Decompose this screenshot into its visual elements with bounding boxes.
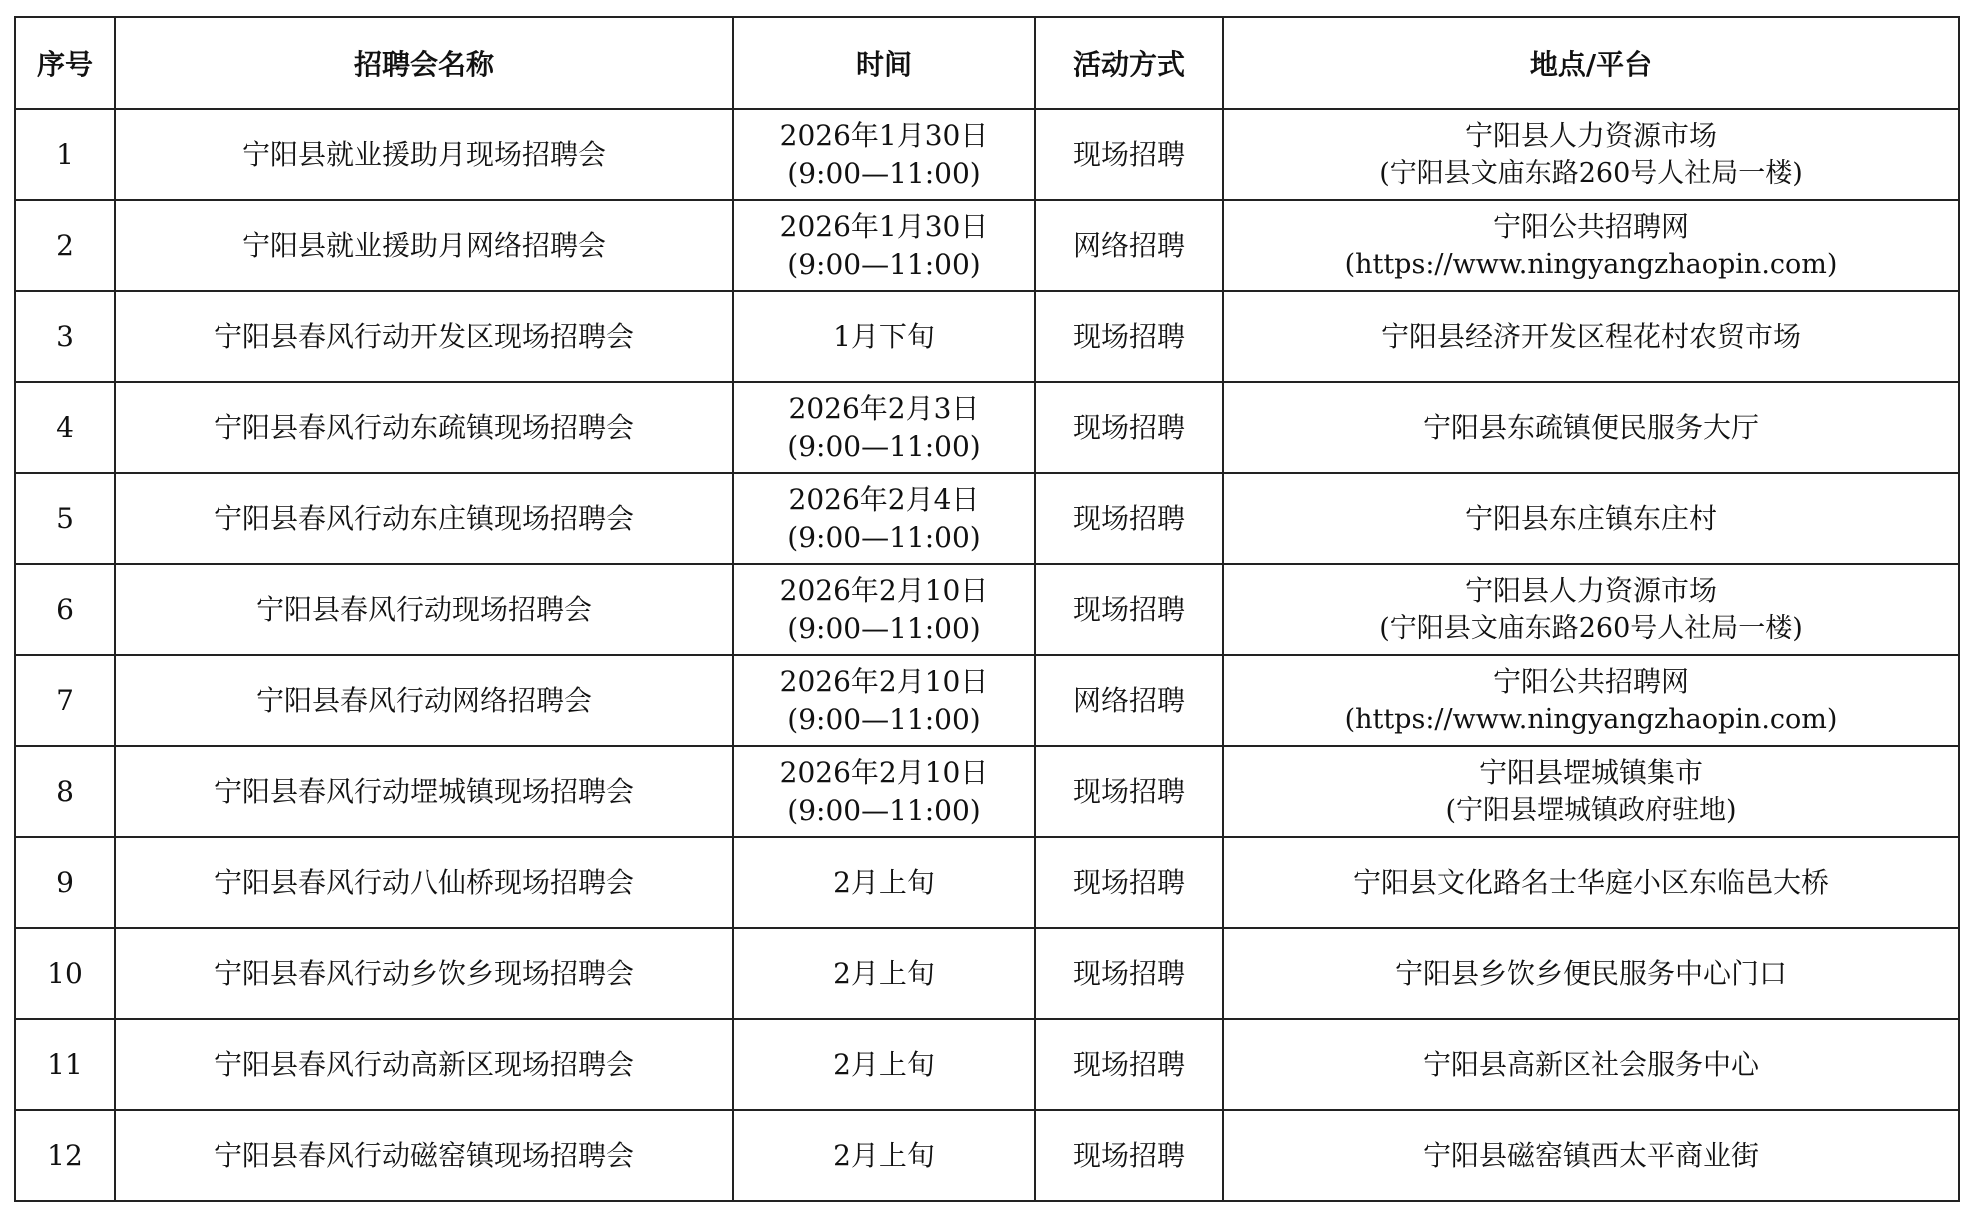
cell-time	[733, 746, 1035, 837]
cell-time	[733, 473, 1035, 564]
cell-time-line: (9:00—11:00)	[787, 156, 981, 190]
cell-location	[1223, 837, 1959, 928]
cell-mode: 现场招聘	[1035, 1019, 1223, 1110]
cell-location	[1223, 746, 1959, 837]
cell-location-line: 宁阳县人力资源市场	[1464, 573, 1717, 607]
cell-time-line: 2月上旬	[833, 865, 935, 899]
cell-location-line: 宁阳公共招聘网	[1492, 664, 1689, 698]
cell-time-line: (9:00—11:00)	[787, 611, 981, 645]
cell-time-line: 2026年2月10日	[779, 664, 989, 698]
cell-index: 5	[15, 473, 115, 564]
cell-location-line: 宁阳县经济开发区程花村农贸市场	[1380, 319, 1801, 353]
table-row	[15, 200, 1959, 291]
cell-location	[1223, 1110, 1959, 1201]
cell-fair-name: 宁阳县就业援助月网络招聘会	[115, 200, 733, 291]
cell-index: 8	[15, 746, 115, 837]
cell-location-line: 宁阳公共招聘网	[1492, 209, 1689, 243]
cell-time-line: (9:00—11:00)	[787, 702, 981, 736]
cell-time	[733, 200, 1035, 291]
cell-location	[1223, 291, 1959, 382]
cell-time-line: 2026年2月10日	[779, 755, 989, 789]
header-index: 序号	[15, 17, 115, 109]
cell-location	[1223, 473, 1959, 564]
cell-location-line: 宁阳县高新区社会服务中心	[1422, 1047, 1759, 1081]
cell-time	[733, 655, 1035, 746]
cell-time-line: 2026年1月30日	[779, 209, 989, 243]
cell-location-line: 宁阳县文化路名士华庭小区东临邑大桥	[1352, 865, 1829, 899]
cell-time-line: (9:00—11:00)	[787, 247, 981, 281]
cell-mode: 现场招聘	[1035, 382, 1223, 473]
cell-fair-name: 宁阳县春风行动网络招聘会	[115, 655, 733, 746]
table-row	[15, 837, 1959, 928]
cell-time	[733, 1110, 1035, 1201]
cell-fair-name: 宁阳县春风行动乡饮乡现场招聘会	[115, 928, 733, 1019]
table-row	[15, 109, 1959, 200]
cell-time-line: 2026年2月4日	[788, 482, 980, 516]
job-fair-table	[14, 16, 1960, 1202]
cell-index: 10	[15, 928, 115, 1019]
cell-fair-name: 宁阳县春风行动东疏镇现场招聘会	[115, 382, 733, 473]
cell-mode: 现场招聘	[1035, 564, 1223, 655]
cell-location-line: 宁阳县磁窑镇西太平商业街	[1422, 1138, 1759, 1172]
cell-fair-name: 宁阳县春风行动堽城镇现场招聘会	[115, 746, 733, 837]
cell-location-line: 宁阳县人力资源市场	[1464, 118, 1717, 152]
cell-index: 2	[15, 200, 115, 291]
cell-mode: 现场招聘	[1035, 928, 1223, 1019]
cell-location-line: (https://www.ningyangzhaopin.com)	[1344, 248, 1838, 280]
cell-location-line: 宁阳县堽城镇集市	[1478, 755, 1703, 789]
cell-time	[733, 291, 1035, 382]
cell-location	[1223, 200, 1959, 291]
cell-mode: 现场招聘	[1035, 1110, 1223, 1201]
table-row	[15, 746, 1959, 837]
cell-time-line: 2026年2月10日	[779, 573, 989, 607]
cell-time	[733, 564, 1035, 655]
table-row	[15, 382, 1959, 473]
cell-time	[733, 382, 1035, 473]
cell-fair-name: 宁阳县就业援助月现场招聘会	[115, 109, 733, 200]
cell-location-line: 宁阳县东庄镇东庄村	[1464, 501, 1717, 535]
cell-time-line: 2月上旬	[833, 956, 935, 990]
cell-time-line: 2026年2月3日	[788, 391, 980, 425]
cell-time-line: (9:00—11:00)	[787, 793, 981, 827]
cell-fair-name: 宁阳县春风行动磁窑镇现场招聘会	[115, 1110, 733, 1201]
header-fair-name: 招聘会名称	[115, 17, 733, 109]
cell-time-line: (9:00—11:00)	[787, 520, 981, 554]
cell-mode: 网络招聘	[1035, 655, 1223, 746]
cell-index: 4	[15, 382, 115, 473]
cell-fair-name: 宁阳县春风行动现场招聘会	[115, 564, 733, 655]
cell-location	[1223, 928, 1959, 1019]
cell-time-line: 1月下旬	[833, 319, 935, 353]
cell-fair-name: 宁阳县春风行动高新区现场招聘会	[115, 1019, 733, 1110]
cell-time-line: 2026年1月30日	[779, 118, 989, 152]
cell-index: 6	[15, 564, 115, 655]
cell-index: 9	[15, 837, 115, 928]
header-mode: 活动方式	[1035, 17, 1223, 109]
cell-location	[1223, 655, 1959, 746]
cell-mode: 网络招聘	[1035, 200, 1223, 291]
cell-location-line: (宁阳县堽城镇政府驻地)	[1445, 794, 1737, 826]
cell-location-line: (宁阳县文庙东路260号人社局一楼)	[1379, 612, 1803, 644]
cell-index: 7	[15, 655, 115, 746]
header-time: 时间	[733, 17, 1035, 109]
table-row	[15, 291, 1959, 382]
cell-location	[1223, 1019, 1959, 1110]
table-row	[15, 564, 1959, 655]
cell-location-line: 宁阳县东疏镇便民服务大厅	[1422, 410, 1759, 444]
cell-location-line: (宁阳县文庙东路260号人社局一楼)	[1379, 157, 1803, 189]
cell-index: 1	[15, 109, 115, 200]
cell-location	[1223, 382, 1959, 473]
cell-mode: 现场招聘	[1035, 473, 1223, 564]
cell-fair-name: 宁阳县春风行动开发区现场招聘会	[115, 291, 733, 382]
cell-time	[733, 109, 1035, 200]
cell-time-line: (9:00—11:00)	[787, 429, 981, 463]
table-row	[15, 473, 1959, 564]
table-row	[15, 655, 1959, 746]
cell-mode: 现场招聘	[1035, 109, 1223, 200]
table-row	[15, 928, 1959, 1019]
cell-time-line: 2月上旬	[833, 1138, 935, 1172]
cell-location	[1223, 564, 1959, 655]
cell-time-line: 2月上旬	[833, 1047, 935, 1081]
cell-index: 12	[15, 1110, 115, 1201]
cell-time	[733, 928, 1035, 1019]
cell-location-line: (https://www.ningyangzhaopin.com)	[1344, 703, 1838, 735]
cell-time	[733, 837, 1035, 928]
cell-mode: 现场招聘	[1035, 746, 1223, 837]
cell-location	[1223, 109, 1959, 200]
table-body	[15, 109, 1959, 1201]
table-row	[15, 1019, 1959, 1110]
cell-mode: 现场招聘	[1035, 837, 1223, 928]
table-row	[15, 1110, 1959, 1201]
cell-fair-name: 宁阳县春风行动八仙桥现场招聘会	[115, 837, 733, 928]
cell-index: 11	[15, 1019, 115, 1110]
table-header-row	[15, 17, 1959, 109]
cell-mode: 现场招聘	[1035, 291, 1223, 382]
cell-index: 3	[15, 291, 115, 382]
cell-location-line: 宁阳县乡饮乡便民服务中心门口	[1394, 956, 1787, 990]
cell-fair-name: 宁阳县春风行动东庄镇现场招聘会	[115, 473, 733, 564]
cell-time	[733, 1019, 1035, 1110]
header-location: 地点/平台	[1223, 17, 1959, 109]
